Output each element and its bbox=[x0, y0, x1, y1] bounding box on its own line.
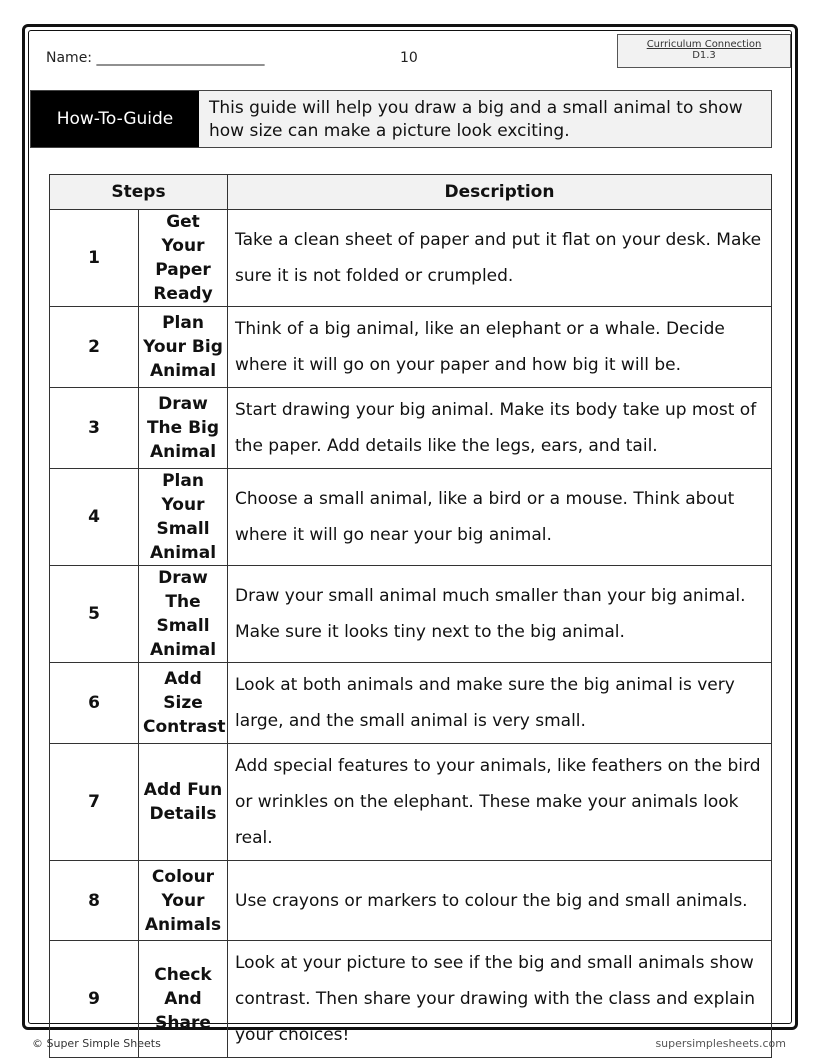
step-title: Add Size Contrast bbox=[139, 663, 228, 744]
copyright-footer: © Super Simple Sheets bbox=[32, 1037, 161, 1050]
step-description: Add special features to your animals, like feathers on the bird or wrinkles on the elephant. These make your animals look real. bbox=[228, 744, 772, 861]
guide-label: How-To-Guide bbox=[31, 91, 199, 147]
step-title: Get Your Paper Ready bbox=[139, 210, 228, 307]
step-description: Look at both animals and make sure the big animal is very large, and the small animal is very small. bbox=[228, 663, 772, 744]
table-header-row bbox=[50, 175, 772, 210]
website-footer[interactable]: supersimplesheets.com bbox=[655, 1037, 786, 1050]
table-row bbox=[50, 210, 772, 307]
step-title: Add Fun Details bbox=[139, 744, 228, 861]
step-title: Colour Your Animals bbox=[139, 861, 228, 941]
table-row bbox=[50, 663, 772, 744]
table-row bbox=[50, 861, 772, 941]
step-title: Plan Your Big Animal bbox=[139, 307, 228, 388]
step-number: 9 bbox=[50, 941, 139, 1058]
step-description: Choose a small animal, like a bird or a mouse. Think about where it will go near your big animal. bbox=[228, 469, 772, 566]
step-number: 8 bbox=[50, 861, 139, 941]
name-field-label: Name: ________________________ bbox=[46, 50, 265, 66]
step-description: Draw your small animal much smaller than your big animal. Make sure it looks tiny next to the big animal. bbox=[228, 566, 772, 663]
step-number: 2 bbox=[50, 307, 139, 388]
header-steps: Steps bbox=[50, 175, 228, 210]
table-row bbox=[50, 469, 772, 566]
step-description: Take a clean sheet of paper and put it flat on your desk. Make sure it is not folded or crumpled. bbox=[228, 210, 772, 307]
table-row bbox=[50, 307, 772, 388]
step-number: 7 bbox=[50, 744, 139, 861]
guide-text: This guide will help you draw a big and a small animal to show how size can make a picture look exciting. bbox=[209, 98, 743, 141]
step-description: Use crayons or markers to colour the big and small animals. bbox=[228, 861, 772, 941]
curriculum-connection-box bbox=[617, 34, 791, 68]
table-row bbox=[50, 744, 772, 861]
curriculum-title: Curriculum Connection bbox=[646, 39, 762, 50]
step-description: Think of a big animal, like an elephant or a whale. Decide where it will go on your paper and how big it will be. bbox=[228, 307, 772, 388]
step-title: Check And Share bbox=[139, 941, 228, 1058]
step-number: 6 bbox=[50, 663, 139, 744]
step-title: Draw The Big Animal bbox=[139, 388, 228, 469]
step-number: 1 bbox=[50, 210, 139, 307]
step-number: 5 bbox=[50, 566, 139, 663]
step-number: 4 bbox=[50, 469, 139, 566]
step-description: Look at your picture to see if the big and small animals show contrast. Then share your drawing with the class and explain your choices! bbox=[228, 941, 772, 1058]
step-title: Plan Your Small Animal bbox=[139, 469, 228, 566]
step-number: 3 bbox=[50, 388, 139, 469]
curriculum-code: D1.3 bbox=[692, 50, 716, 61]
step-title: Draw The Small Animal bbox=[139, 566, 228, 663]
guide-box bbox=[30, 90, 772, 148]
steps-table bbox=[49, 174, 772, 1058]
header-description: Description bbox=[228, 175, 772, 210]
table-row bbox=[50, 388, 772, 469]
table-row bbox=[50, 566, 772, 663]
step-description: Start drawing your big animal. Make its body take up most of the paper. Add details like the legs, ears, and tail. bbox=[228, 388, 772, 469]
page-number: 10 bbox=[400, 50, 418, 66]
